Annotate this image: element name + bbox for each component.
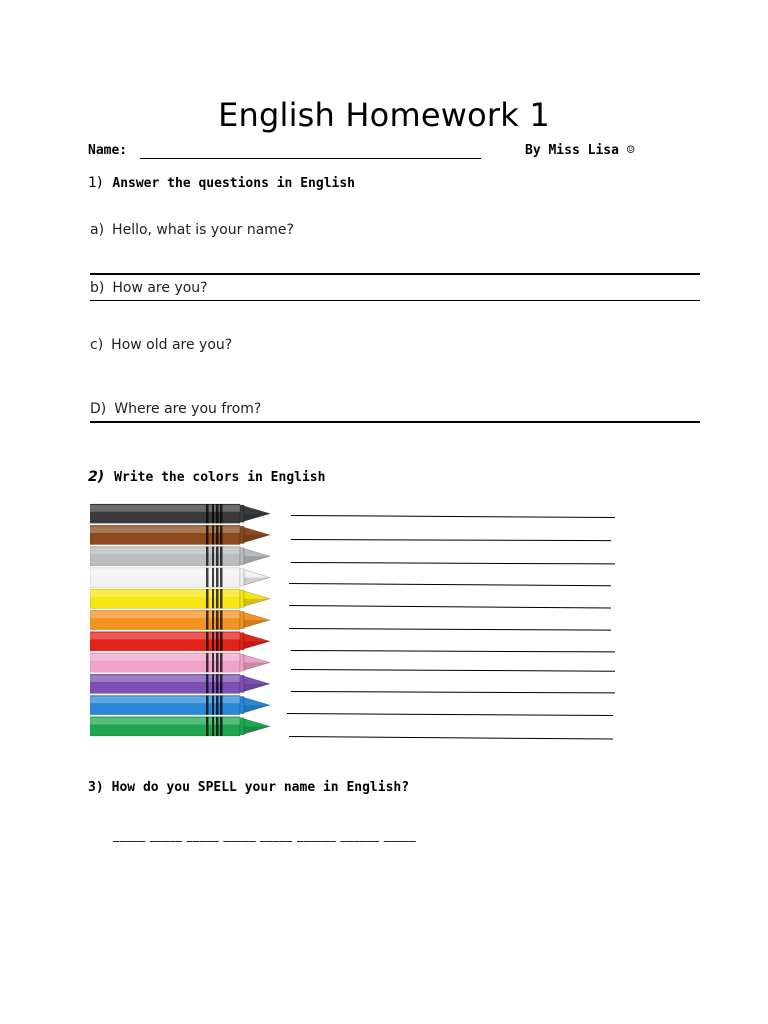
color-answer-line[interactable] [289, 583, 611, 586]
color-answer-line[interactable] [289, 628, 611, 631]
crayon-yellow [90, 589, 270, 608]
section-2-title: Write the colors in English [114, 470, 326, 485]
crayon-pink [90, 653, 270, 672]
answer-line-b[interactable] [90, 300, 700, 301]
section-3-number: 3) [88, 780, 104, 795]
color-answer-line[interactable] [291, 562, 615, 564]
question-d-letter: D) [90, 401, 107, 417]
color-answer-line[interactable] [287, 713, 613, 716]
section-3-title: How do you SPELL your name in English? [111, 780, 410, 795]
name-label: Name: [88, 143, 128, 158]
crayon-white [90, 568, 270, 587]
color-answer-line[interactable] [289, 736, 613, 740]
author-credit: By Miss Lisa ☺ [525, 143, 635, 158]
crayon-green [90, 717, 270, 736]
answer-line-d[interactable] [90, 421, 700, 423]
name-answer-line[interactable] [140, 158, 481, 159]
crayon-gray [90, 547, 270, 566]
question-d-text: Where are you from? [114, 401, 262, 417]
crayon-red [90, 632, 270, 651]
question-a [90, 222, 294, 238]
section-2-heading [88, 469, 325, 485]
crayon-black [90, 504, 270, 523]
question-c-text: How old are you? [111, 337, 233, 353]
question-c-letter: c) [90, 337, 104, 353]
spelling-blanks[interactable]: _____ _____ _____ _____ _____ ______ ______ _____ [113, 828, 417, 842]
question-a-letter: a) [90, 222, 105, 238]
crayon-brown [90, 525, 270, 544]
color-answer-line[interactable] [291, 691, 615, 693]
page-title: English Homework 1 [218, 96, 550, 134]
color-answer-line[interactable] [289, 605, 611, 609]
question-d [90, 401, 261, 417]
section-1-number: 1) [88, 175, 103, 191]
answer-line-a[interactable] [90, 273, 700, 275]
crayon-blue [90, 695, 270, 714]
section-2-number: 2) [88, 469, 105, 485]
crayons-illustration [90, 503, 272, 737]
crayon-orange [90, 610, 270, 629]
section-3-heading [88, 780, 409, 795]
color-answer-line[interactable] [291, 539, 611, 541]
name-row [88, 141, 688, 163]
question-b-text: How are you? [112, 280, 208, 296]
question-b [90, 280, 208, 296]
question-a-text: Hello, what is your name? [112, 222, 294, 238]
section-1-heading [88, 175, 355, 191]
section-1-title: Answer the questions in English [112, 176, 356, 191]
color-answer-line[interactable] [291, 669, 615, 672]
crayon-purple [90, 674, 270, 693]
color-answer-line[interactable] [291, 650, 615, 652]
question-c [90, 337, 232, 353]
question-b-letter: b) [90, 280, 105, 296]
color-answer-line[interactable] [291, 515, 615, 518]
